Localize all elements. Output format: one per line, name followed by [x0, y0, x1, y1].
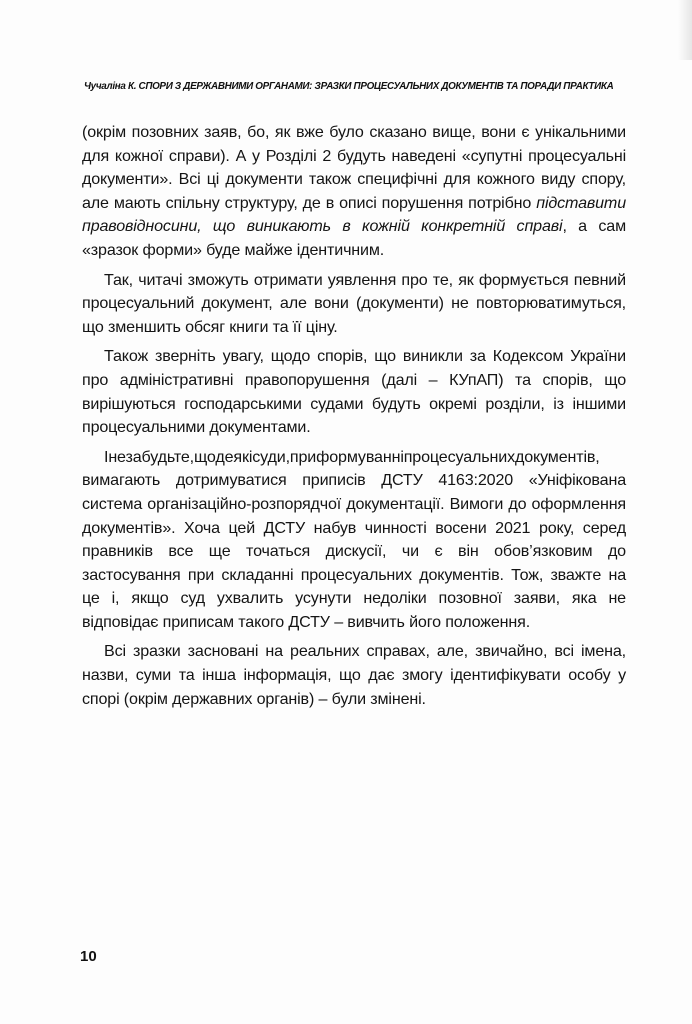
page-number: 10: [80, 948, 97, 965]
paragraph-1-emphasis: підставити правовідносини, що виникають в кожній конкретній справі: [82, 193, 626, 236]
paragraph-4: Інезабудьте,щодеякісуди,приформуванніпроцесуальнихдокументів, вимагають дотримуватися приписів ДСТУ 4163:2020 «Уніфікована система організаційно-розпорядчої документації. Вимоги до оформлення документів». Хоча цей ДСТУ набув чинності восени 2021 року, серед правників все ще точаться дискусії, чи є він обов’язковим до застосування при складанні процесуальних документів. Тож, зважте на це і, якщо суд ухвалить усунути недоліки позовної заяви, яка не відповідає приписам такого ДСТУ – вивчить його положення.: [82, 447, 626, 631]
paragraph-1-text-b: , а сам «зразок форми» буде майже ідентичним.: [82, 217, 626, 259]
paragraph-3: Також зверніть увагу, щодо спорів, що виникли за Кодексом України про адміністративні правопорушення (далі – КУпАП) та спорів, що вирішуються господарськими судами будуть окремі розділи, із іншими процесуальними документами.: [82, 347, 626, 437]
paragraph-5: Всі зразки засновані на реальних справах, але, звичайно, всі імена, назви, суми та інша інформація, що дає змогу ідентифікувати особу у спорі (окрім державних органів) – були змінені.: [82, 642, 626, 708]
paragraph-1: [82, 121, 626, 263]
page-body: [82, 121, 626, 711]
page-edge-shadow: [678, 0, 692, 60]
paragraph-2: Так, читачі зможуть отримати уявлення про те, як формується певний процесуальний документ, але вони (документи) не повторюватимуться, що зменшить обсяг книги та її ціну.: [82, 270, 626, 336]
paragraph-1-text-a: (окрім позовних заяв, бо, як вже було сказано вище, вони є унікальними для кожної справи). А у Розділі 2 будуть наведені «супутні процесуальні документи». Всі ці документи також специфічні для кожного виду спору, але мають спільну структуру, де в описі порушення потрібно: [82, 123, 626, 212]
running-header: Чучаліна К. СПОРИ З ДЕРЖАВНИМИ ОРГАНАМИ: ЗРАЗКИ ПРОЦЕСУАЛЬНИХ ДОКУМЕНТІВ ТА ПОРАДИ ПРАКТИКА: [84, 80, 614, 92]
